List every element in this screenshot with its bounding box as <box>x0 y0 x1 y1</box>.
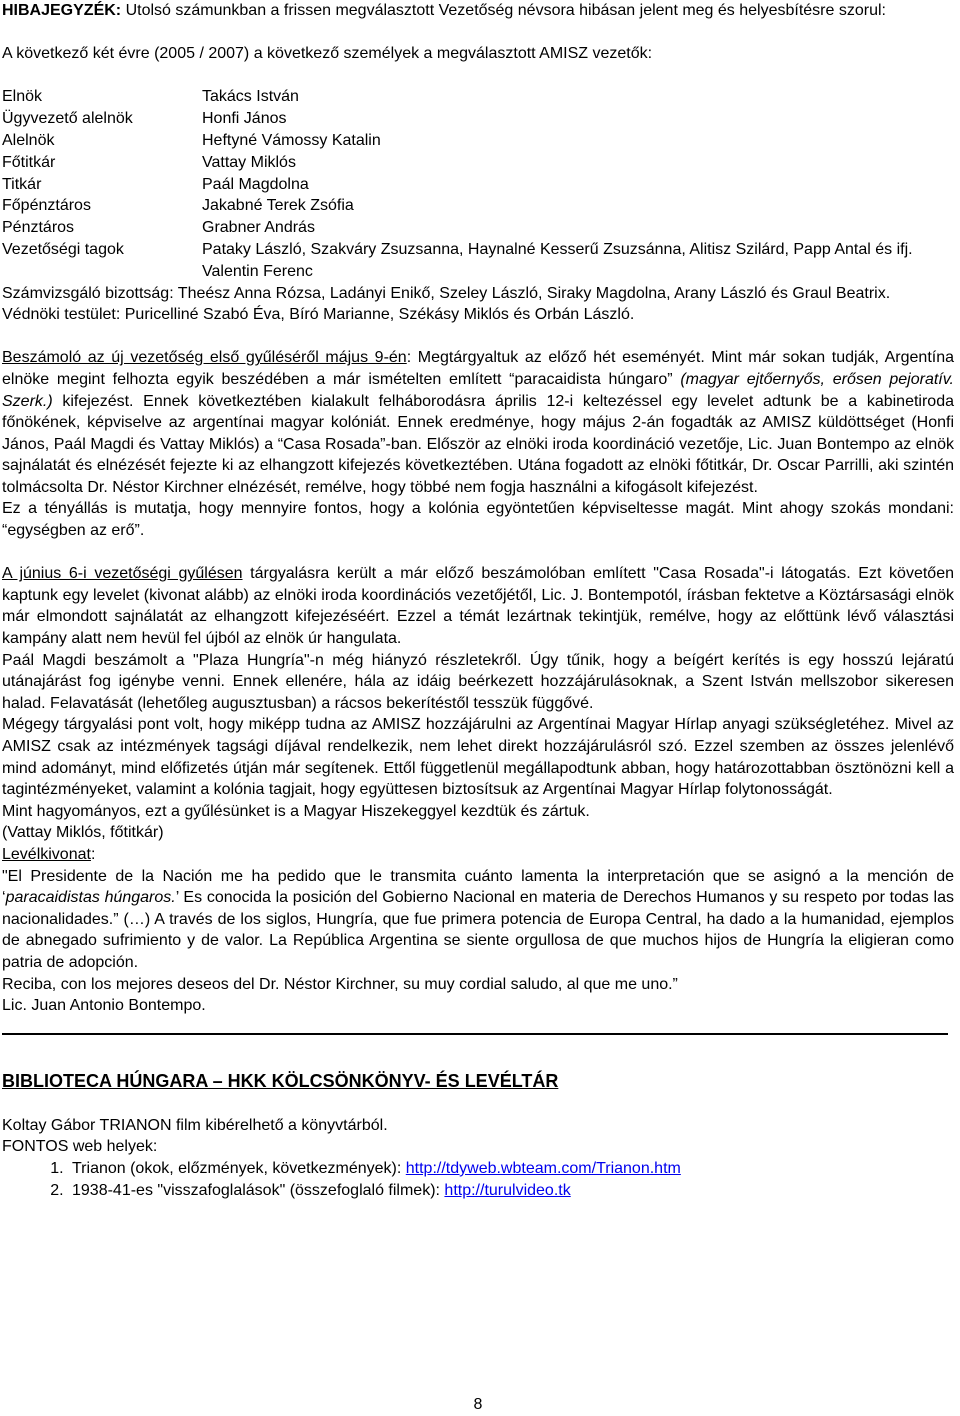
roster-role: Főtitkár <box>2 153 56 171</box>
letter-signature: Lic. Juan Antonio Bontempo. <box>2 997 206 1015</box>
library-title: BIBLIOTECA HÚNGARA – HKK KÖLCSÖNKÖNYV- ÉS LEVÉLTÁR <box>2 1070 559 1091</box>
library-line: Koltay Gábor TRIANON film kibérelhető a könyvtárból. <box>2 1116 388 1134</box>
roster-name: Vattay Miklós <box>202 153 296 171</box>
intro-line: A következő két évre (2005 / 2007) a következő személyek a megválasztott AMISZ vezetők: <box>2 45 653 63</box>
report2-paragraph: Mégegy tárgyalási pont volt, hogy miképp tudna az AMISZ hozzájárulni az Argentínai Magyar Hírlap anyagi szükségletéhez. Mivel az AMISZ csak az intézmények tagsági díjával rendelkezik, nem lehet direkt hozzájárulásról szó. Ezzel szemben az összes jelenlévő mind adományt, mind előfizetés útján már segítenek. Ettől függetlenül megállapodtunk abban, hogy határozottabban ösztönözni kell a tagintézményeket, valamint a kolónia tagjait, hogy együttesen biztosítsuk az Argentínai Magyar Hírlap folytonosságát. <box>2 716 954 799</box>
roster-role: Ügyvezető alelnök <box>2 110 133 128</box>
roster-role: Főpénztáros <box>2 197 91 215</box>
roster-role: Titkár <box>2 175 42 193</box>
roster-name: Takács István <box>202 88 299 106</box>
roster-name: Grabner András <box>202 219 315 237</box>
report1-paragraph: Beszámoló az új vezetőség első gyűléséről május 9-én: Megtárgyaltuk az előző hét eseményét. Mint már sokan tudják, Argentína elnöke megint felhozta egyik beszédében a már ismételten említett “paracaidista húngaro” (magyar ejtőernyős, erősen pejoratív. Szerk.) kifejezést. Ennek következtében kialakult felháborodásra április 12-i keltezéssel egy levelet adtunk be a kabinetiroda főnökének, képviselve az argentínai magyar kolóniát. Ennek eredménye, hogy május 2-án fogadták az AMISZ küldöttséget (Honfi János, Paál Magdi és Vattay Miklós) a “Casa Rosada”-ban. Először az elnöki iroda koordináció vezetője, Lic. Juan Bontempo az elnök sajnálatát és elnézését fejezte ki az elhangzott kifejezés következtében. Utána fogadott az elnöki főtitkár, Dr. Oscar Parrilli, aki szintén tolmácsolta Dr. Néstor Kirchner elnézését, remélve, hogy többé nem fogja használni a kifogásolt kifejezést. <box>2 349 955 496</box>
roster-role: Alelnök <box>2 131 55 149</box>
roster-name: Honfi János <box>202 110 287 128</box>
roster-role: Elnök <box>2 88 43 106</box>
roster-name: Heftyné Vámossy Katalin <box>202 131 381 149</box>
audit-committee: Számvizsgáló bizottság: Theész Anna Rózsa, Ladányi Enikő, Szeley László, Siraky Magdolna, Arany László és Graul Beatrix. <box>2 284 891 302</box>
web-links-list <box>2 1158 954 1201</box>
roster-role: Pénztáros <box>2 219 75 237</box>
roster-name: Jakabné Terek Zsófia <box>202 197 354 215</box>
roster-role: Vezetőségi tagok <box>2 240 124 258</box>
list-item: 2. 1938-41-es "visszafoglalások" (összefoglaló filmek): http://turulvideo.tk <box>68 1180 954 1202</box>
letter-paragraph: Reciba, con los mejores deseos del Dr. Néstor Kirchner, su muy cordial saludo, al que me uno.” <box>2 975 678 993</box>
report2-paragraph: A június 6-i vezetőségi gyűlésen tárgyalásra került a már előző beszámolóban említett "Casa Rosada"-i látogatás. Ezt követően kaptunk egy levelet (kivonat alább) az elnöki iroda koordinációs vezetőjétől, Lic. J. Bontempotól, írásban fektetve a Köztársasági elnök már elmondott sajnálatát az elhangzott kifejezéséért. Ezzel a témát lezártnak tekintjük, remélve, hogy az előttünk lévő választási kampány alatt nem hevül fel újból az elnök úr hangulata. <box>2 565 954 648</box>
report2-heading: A június 6-i vezetőségi gyűlésen <box>2 565 243 583</box>
letter-paragraph: "El Presidente de la Nación me ha pedido que le transmita cuánto lamenta la interpretación que se asignó a la mención de ‘paracaidistas húngaros.’ Es conocida la posición del Gobierno Nacional en materia de Derechos Humanos y su respeto por todas las nacionalidades.” (…) A través de los siglos, Hungría, que fue primera potencia de Europa Central, ha dado a la humanidad, ejemplos de abnegado sufrimiento y de valor. La República Argentina se siente orgullosa de que muchos hijos de Hungría la eligieran como patria de adopción. <box>2 867 954 971</box>
patrons-board: Védnöki testület: Puricelliné Szabó Éva, Bíró Marianne, Székásy Miklós és Orbán László. <box>2 306 635 324</box>
report1-heading: Beszámoló az új vezetőség első gyűléséről május 9-én <box>2 349 407 367</box>
report2-paragraph: Paál Magdi beszámolt a "Plaza Hungría"-n még hiányzó részletekről. Úgy tűnik, hogy a beígért kerítés is egy hosszú lejáratú utánajárást fog igénybe venni. Ennek ellenére, hála az idáig beérkezett hozzájárulásoknak, a Szent István mellszobor sikeresen halad. Felavatását (lehetőleg augusztusban) a rácsos bekerítéstől tesszük függővé. <box>2 651 954 712</box>
report1-paragraph: Ez a tényállás is mutatja, hogy mennyire fontos, hogy a kolónia egyöntetűen képviseltesse magát. Mint ahogy szokás mondani: “egységben az erő”. <box>2 500 954 540</box>
library-line: FONTOS web helyek: <box>2 1138 158 1156</box>
trianon-link[interactable]: http://tdyweb.wbteam.com/Trianon.htm <box>405 1159 681 1177</box>
report2-paragraph: Mint hagyományos, ezt a gyűlésünket is a Magyar Hiszekeggyel kezdtük és zártuk. <box>2 802 590 820</box>
turulvideo-link[interactable]: http://turulvideo.tk <box>444 1181 571 1199</box>
roster-name: Paál Magdolna <box>202 175 309 193</box>
page-number: 8 <box>473 1396 483 1413</box>
roster-name: Pataky László, Szakváry Zsuzsanna, Haynalné Kesserű Zsuzsánna, Alitisz Szilárd, Papp Antal és ifj. Valentin Ferenc <box>202 240 913 280</box>
errata-label: HIBAJEGYZÉK: <box>2 2 122 19</box>
report2-signature: (Vattay Miklós, főtitkár) <box>2 824 164 842</box>
letter-heading: Levélkivonat: <box>2 845 96 863</box>
list-item: 1. Trianon (okok, előzmények, következmények): http://tdyweb.wbteam.com/Trianon.htm <box>68 1158 954 1180</box>
leadership-roster <box>2 86 954 282</box>
errata-text: Utolsó számunkban a frissen megválasztott Vezetőség névsora hibásan jelent meg és helyesbítésre szorul: <box>121 2 886 19</box>
errata-paragraph <box>2 0 954 22</box>
